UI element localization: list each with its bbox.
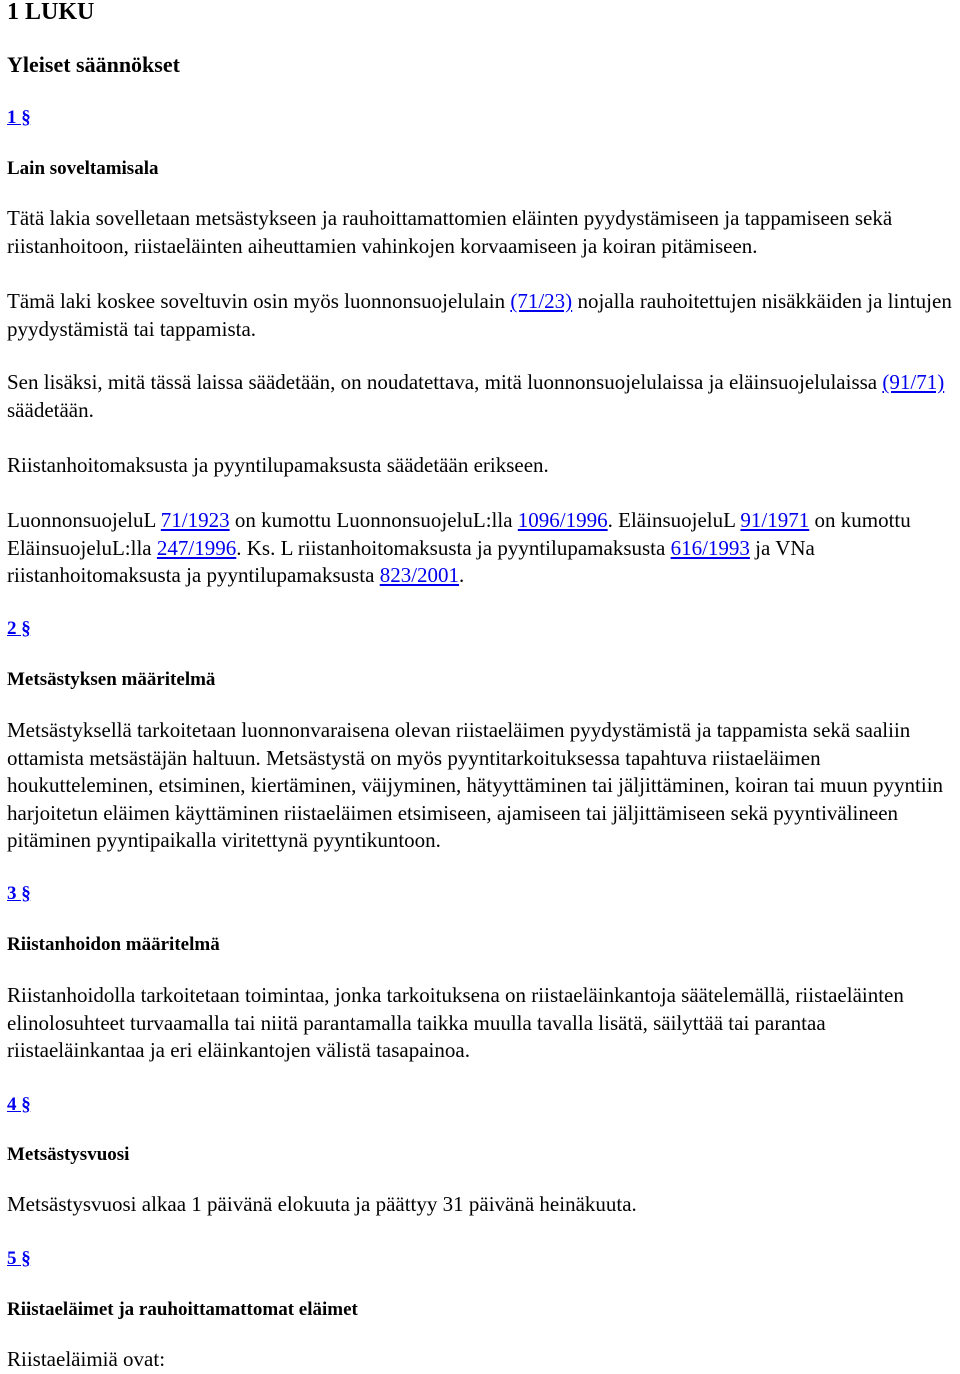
text-run: on kumottu EläinsuojeluL:lla — [7, 508, 911, 560]
text-run: LuonnonsuojeluL — [7, 508, 161, 532]
text-run: Tämä laki koskee soveltuvin osin myös luonnonsuojelulain — [7, 289, 511, 313]
section-1-paragraph-1: Tätä lakia sovelletaan metsästykseen ja rauhoittamattomien eläinten pyydystämiseen ja tappamiseen sekä riistanhoitoon, riistaeläinten aiheuttamien vahinkojen korvaamiseen ja koiran pitämiseen. — [7, 206, 893, 258]
text-run: ja VNa riistanhoitomaksusta ja pyyntilupamaksusta — [7, 535, 815, 587]
section-1-heading: Lain soveltamisala — [7, 158, 159, 179]
section-1-link[interactable]: 1 § — [7, 107, 31, 128]
section-2-marker — [7, 617, 956, 641]
text-run: . — [459, 563, 465, 587]
law-link-616-1993[interactable]: 616/1993 — [670, 535, 750, 560]
section-3-marker — [7, 882, 956, 906]
section-5-heading: Riistaeläimet ja rauhoittamattomat eläimet — [7, 1299, 358, 1320]
chapter-heading: 1 LUKU — [7, 0, 95, 25]
text-run: Sen lisäksi, mitä tässä laissa säädetään, on noudatettava, mitä luonnonsuojelulaissa ja eläinsuojelulaissa — [7, 370, 883, 394]
text-run: . EläinsuojeluL — [607, 508, 741, 532]
section-3-paragraph-1: Riistanhoidolla tarkoitetaan toimintaa, jonka tarkoituksena on riistaeläinkantoja säätelemällä, riistaeläinten elinolosuhteet turvaamalla tai niitä parantamalla taikka muulla tavalla lisätä, säilyttää tai parantaa riistaeläinkantaa ja eri eläinkantojen välistä tasapainoa. — [7, 983, 904, 1062]
section-1-paragraph-4: Riistanhoitomaksusta ja pyyntilupamaksusta säädetään erikseen. — [7, 453, 549, 477]
law-link-823-2001[interactable]: 823/2001 — [379, 563, 460, 587]
section-1-paragraph-3 — [7, 369, 956, 424]
text-run: . Ks. L riistanhoitomaksusta ja pyyntilupamaksusta — [236, 535, 671, 560]
text-run: säädetään. — [7, 397, 94, 422]
law-link-91-71[interactable]: (91/71) — [882, 370, 945, 394]
section-2-link[interactable]: 2 § — [7, 618, 31, 639]
section-5-marker — [7, 1247, 956, 1271]
part-title: Yleiset säännökset — [7, 52, 180, 77]
section-4-marker — [7, 1093, 956, 1117]
text-run: nojalla rauhoitettujen nisäkkäiden ja lintujen pyydystämistä tai tappamista. — [7, 289, 952, 341]
section-4-paragraph-1: Metsästysvuosi alkaa 1 päivänä elokuuta ja päättyy 31 päivänä heinäkuuta. — [7, 1192, 637, 1216]
text-run: on kumottu LuonnonsuojeluL:lla — [229, 508, 518, 532]
law-link-247-1996[interactable]: 247/1996 — [156, 535, 237, 560]
law-link-1096-1996[interactable]: 1096/1996 — [517, 508, 608, 532]
section-2-heading: Metsästyksen määritelmä — [7, 669, 216, 690]
law-link-71-1923[interactable]: 71/1923 — [160, 508, 230, 532]
section-5-paragraph-1: Riistaeläimiä ovat: — [7, 1347, 166, 1371]
section-1-paragraph-5 — [7, 507, 956, 590]
section-3-heading: Riistanhoidon määritelmä — [7, 934, 220, 955]
section-3-link[interactable]: 3 § — [7, 883, 31, 904]
section-4-heading: Metsästysvuosi — [7, 1144, 130, 1165]
section-2-paragraph-1: Metsästyksellä tarkoitetaan luonnonvaraisena olevan riistaeläimen pyydystämistä ja tappamista sekä saaliin ottamista metsästäjän haltuun. Metsästystä on myös pyyntitarkoituksessa tapahtuva riistaeläimen houkutteleminen, etsiminen, kiertäminen, väijyminen, hätyyttäminen tai jäljittäminen, koiran tai muun pyyntiin harjoitetun eläimen käyttäminen riistaeläimen etsimiseen, ajamiseen tai jäljittämiseen sekä pyyntivälineen pitäminen pyyntipaikalla viritettynä pyyntikuntoon. — [7, 718, 944, 852]
law-link-71-23[interactable]: (71/23) — [510, 289, 573, 313]
law-link-91-1971[interactable]: 91/1971 — [740, 508, 810, 532]
section-1-paragraph-2 — [7, 288, 956, 343]
section-5-link[interactable]: 5 § — [7, 1248, 31, 1269]
section-1-marker — [7, 106, 956, 130]
section-4-link[interactable]: 4 § — [7, 1094, 31, 1115]
